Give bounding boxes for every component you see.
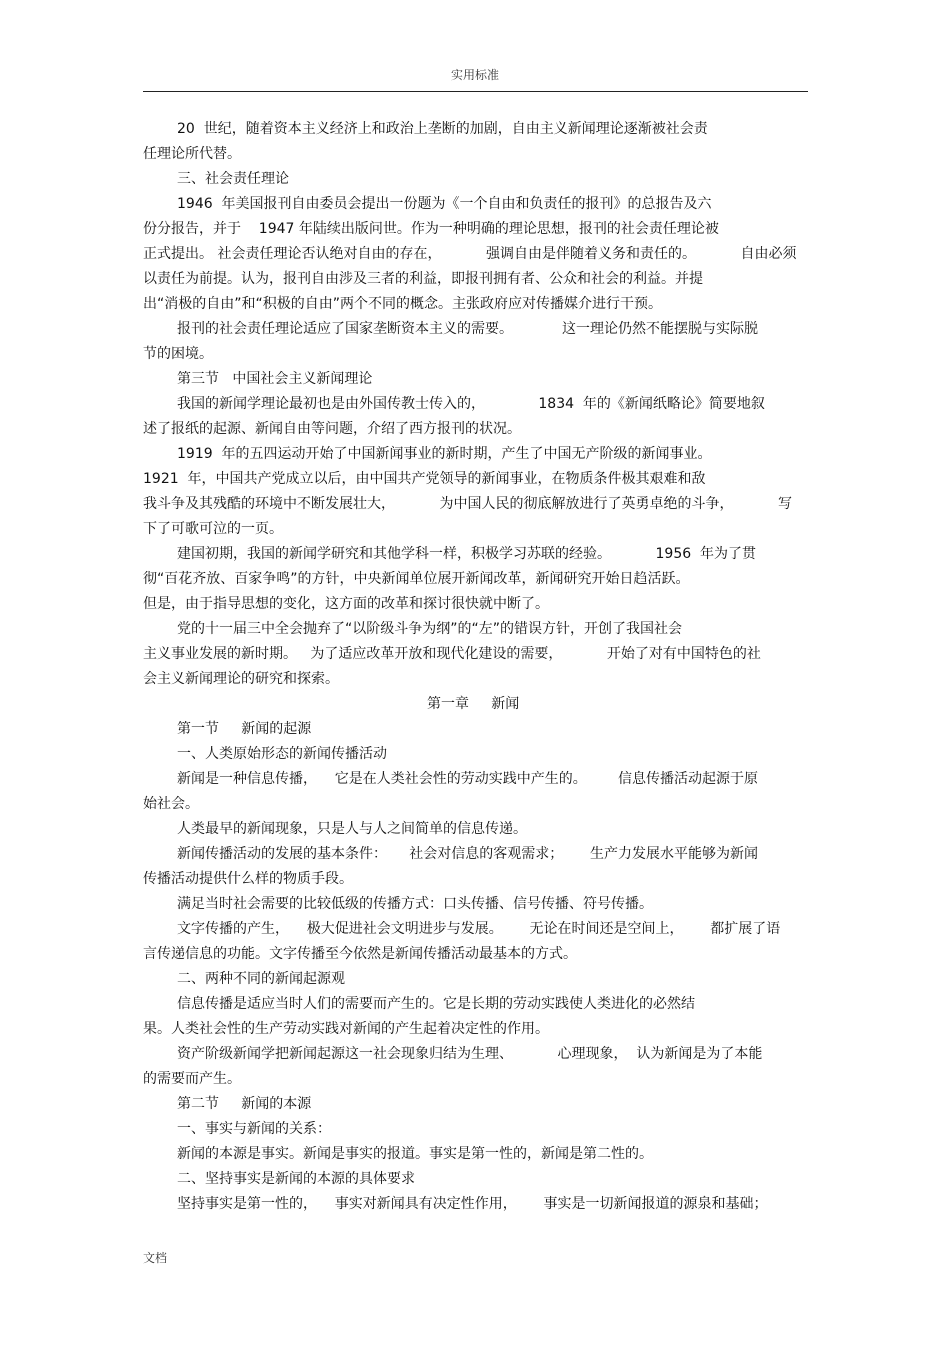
text-line: 以责任为前提。认为，报刊自由涉及三者的利益，即报刊拥有者、公众和社会的利益。并提 bbox=[143, 271, 703, 287]
page-footer: 文档 bbox=[143, 1251, 168, 1265]
text-line: 始社会。 bbox=[143, 796, 199, 812]
text-line: 节的困境。 bbox=[143, 346, 213, 362]
text-line: 新闻是一种信息传播， 它是在人类社会性的劳动实践中产生的。 信息传播活动起源于原 bbox=[177, 771, 758, 787]
section-heading: 第三节 中国社会主义新闻理论 bbox=[177, 371, 373, 387]
text-line: 1946 年美国报刊自由委员会提出一份题为《一个自由和负责任的报刊》的总报告及六 bbox=[177, 196, 712, 212]
text-line: 述了报纸的起源、新闻自由等问题，介绍了西方报刊的状况。 bbox=[143, 421, 521, 437]
text-line: 新闻的本源是事实。新闻是事实的报道。事实是第一性的，新闻是第二性的。 bbox=[177, 1146, 653, 1162]
section-heading: 三、社会责任理论 bbox=[177, 171, 289, 187]
text-line: 人类最早的新闻现象，只是人与人之间简单的信息传递。 bbox=[177, 821, 527, 837]
text-line: 正式提出。 社会责任理论否认绝对自由的存在， 强调自由是伴随着义务和责任的。 自由必须 bbox=[143, 246, 797, 262]
text-line: 下了可歌可泣的一页。 bbox=[143, 521, 283, 537]
section-heading: 一、事实与新闻的关系： bbox=[177, 1121, 331, 1137]
text-line: 份分报告，并于 1947 年陆续出版问世。作为一种明确的理论思想，报刊的社会责任理论被 bbox=[143, 221, 719, 237]
section-heading: 一、人类原始形态的新闻传播活动 bbox=[177, 746, 387, 762]
text-line: 的需要而产生。 bbox=[143, 1071, 241, 1087]
section-heading: 二、两种不同的新闻起源观 bbox=[177, 971, 345, 987]
text-line: 1921 年，中国共产党成立以后，由中国共产党领导的新闻事业，在物质条件极其艰难和敌 bbox=[143, 471, 706, 487]
text-line: 任理论所代替。 bbox=[143, 146, 241, 162]
text-line: 信息传播是适应当时人们的需要而产生的。它是长期的劳动实践使人类进化的必然结 bbox=[177, 996, 695, 1012]
text-line: 报刊的社会责任理论适应了国家垄断资本主义的需要。 这一理论仍然不能摆脱与实际脱 bbox=[177, 321, 758, 337]
text-line: 我斗争及其残酷的环境中不断发展壮大， 为中国人民的彻底解放进行了英勇卓绝的斗争， 写 bbox=[143, 496, 793, 512]
text-line: 出“消极的自由”和“积极的自由”两个不同的概念。主张政府应对传播媒介进行干预。 bbox=[143, 296, 663, 312]
section-heading: 第一节 新闻的起源 bbox=[177, 721, 312, 737]
text-line: 满足当时社会需要的比较低级的传播方式：口头传播、信号传播、符号传播。 bbox=[177, 896, 653, 912]
chapter-heading: 第一章 新闻 bbox=[427, 696, 520, 712]
text-line: 文字传播的产生， 极大促进社会文明进步与发展。 无论在时间还是空间上， 都扩展了语 bbox=[177, 921, 781, 937]
text-line: 会主义新闻理论的研究和探索。 bbox=[143, 671, 339, 687]
text-line: 彻“百花齐放、百家争鸣”的方针，中央新闻单位展开新闻改革，新闻研究开始日趋活跃。 bbox=[143, 571, 690, 587]
text-line: 言传递信息的功能。文字传播至今依然是新闻传播活动最基本的方式。 bbox=[143, 946, 577, 962]
text-line: 我国的新闻学理论最初也是由外国传教士传入的， 1834 年的《新闻纸略论》简要地叙 bbox=[177, 396, 765, 412]
text-line: 果。人类社会性的生产劳动实践对新闻的产生起着决定性的作用。 bbox=[143, 1021, 549, 1037]
text-line: 但是，由于指导思想的变化，这方面的改革和探讨很快就中断了。 bbox=[143, 596, 549, 612]
text-line: 新闻传播活动的发展的基本条件： 社会对信息的客观需求； 生产力发展水平能够为新闻 bbox=[177, 846, 758, 862]
page-header: 实用标准 bbox=[450, 68, 499, 82]
text-line: 建国初期，我国的新闻学研究和其他学科一样，积极学习苏联的经验。 1956 年为了贯 bbox=[177, 546, 757, 562]
text-line: 坚持事实是第一性的， 事实对新闻具有决定性作用， 事实是一切新闻报道的源泉和基础； bbox=[177, 1196, 768, 1212]
header-rule bbox=[143, 91, 808, 92]
text-line: 20 世纪，随着资本主义经济上和政治上垄断的加剧，自由主义新闻理论逐渐被社会责 bbox=[177, 121, 708, 137]
section-heading: 二、坚持事实是新闻的本源的具体要求 bbox=[177, 1171, 415, 1187]
text-line: 传播活动提供什么样的物质手段。 bbox=[143, 871, 353, 887]
section-heading: 第二节 新闻的本源 bbox=[177, 1096, 312, 1112]
text-line: 资产阶级新闻学把新闻起源这一社会现象归结为生理、 心理现象， 认为新闻是为了本能 bbox=[177, 1046, 763, 1062]
text-line: 党的十一届三中全会抛弃了“以阶级斗争为纲”的“左”的错误方针，开创了我国社会 bbox=[177, 621, 683, 637]
text-line: 主义事业发展的新时期。 为了适应改革开放和现代化建设的需要， 开始了对有中国特色的社 bbox=[143, 646, 761, 662]
text-line: 1919 年的五四运动开始了中国新闻事业的新时期，产生了中国无产阶级的新闻事业。 bbox=[177, 446, 712, 462]
